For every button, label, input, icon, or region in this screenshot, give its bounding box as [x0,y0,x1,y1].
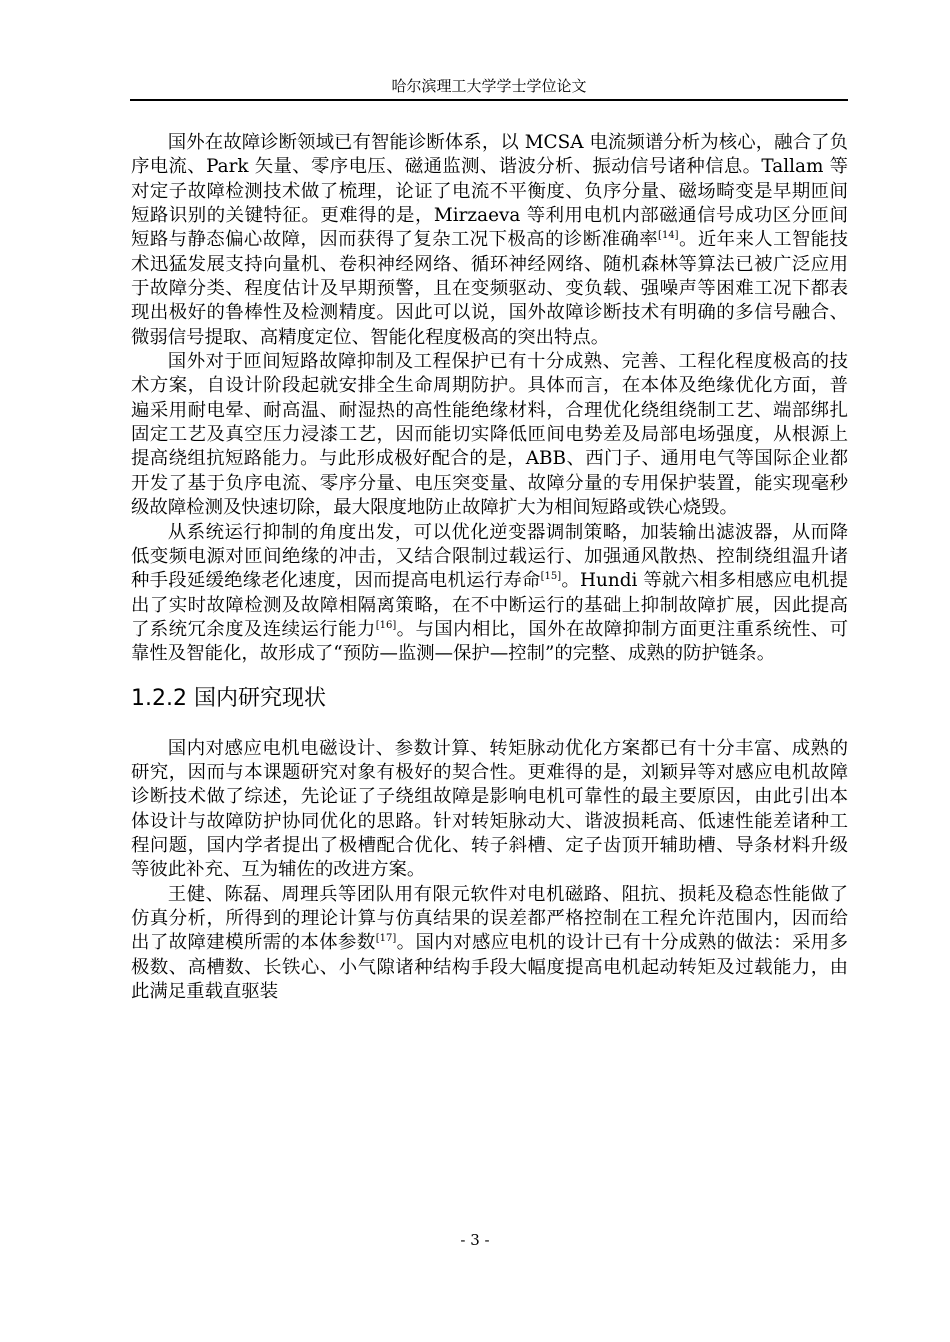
section-heading: 1.2.2 国内研究现状 [131,685,326,711]
paragraph-text: 。近年来人工智能技术迅猛发展支持向量机、卷积神经网络、循环神经网络、随机森林等算法已被广泛应用于故障分类、程度估计及早期预警，且在变频驱动、变负载、强噪声等困难工况下都表现出极好的鲁棒性及检测精度。因此可以说，国外故障诊断技术有明确的多信号融合、微弱信号提取、高精度定位、智能化程度极高的突出特点。 [131,229,848,348]
paragraph-text: 。国内对感应电机的设计已有十分成熟的做法：采用多极数、高槽数、长铁心、小气隙诸种结构手段大幅度提高电机起动转矩及过载能力，由此满足重载直驱装 [131,932,848,1002]
paragraph-text: 国外在故障诊断领域已有智能诊断体系，以 MCSA 电流频谱分析为核心，融合了负序电流、Park 矢量、零序电压、磁通监测、谐波分析、振动信号诸种信息。Tallam 等对定子故障检测技术做了梳理，论证了电流不平衡度、负序分量、磁场畸变是早期匝间短路识别的关键特征。更难得的是，Mirzaeva 等利用电机内部磁通信号成功区分匝间短路与静态偏心故障，因而获得了复杂工况下极高的诊断准确率 [131,132,848,251]
paragraph-text: 。与国内相比，国外在故障抑制方面更注重系统性、可靠性及智能化，故形成了“预防—监测—保护—控制”的完整、成熟的防护链条。 [131,618,848,665]
body-content [131,131,848,1004]
paragraph-text: 国外对于匝间短路故障抑制及工程保护已有十分成熟、完善、工程化程度极高的技术方案，自设计阶段起就安排全生命周期防护。具体而言，在本体及绝缘优化方面，普遍采用耐电晕、耐高温、耐湿热的高性能绝缘材料，合理优化绕组绕制工艺、端部绑扎固定工艺及真空压力浸漆工艺，因而能切实降低匝间电势差及局部电场强度，从根源上提高绕组抗短路能力。与此形成极好配合的是，ABB、西门子、通用电气等国际企业都开发了基于负序电流、零序分量、电压突变量、故障分量的专用保护装置，能实现毫秒级故障检测及快速切除，最大限度地防止故障扩大为相间短路或铁心烧毁。 [131,351,848,519]
paragraph [131,131,848,350]
paragraph [131,350,848,520]
foreign-research-section [131,131,848,667]
paragraph-text: 从系统运行抑制的角度出发，可以优化逆变器调制策略，加装输出滤波器，从而降低变频电源对匝间绝缘的冲击，又结合限制过载运行、加强通风散热、控制绕组温升诸种手段延缓绝缘老化速度，因而提高电机运行寿命 [131,521,848,592]
paragraph [131,883,848,1005]
domestic-research-section [131,737,848,1005]
citation-ref: [14] [658,230,679,242]
running-header: 哈尔滨理工大学学士学位论文 [391,77,587,95]
page-number: - 3 - [460,1231,490,1249]
citation-ref: [17] [375,933,397,945]
paragraph-text: 。Hundi 等就六相多相感应电机提出了实时故障检测及故障相隔离策略，在不中断运行的基础上抑制故障扩展，因此提高了系统冗余度及连续运行能力 [131,570,848,640]
paragraph [131,737,848,883]
citation-ref: [16] [375,619,397,631]
paragraph-text: 王健、陈磊、周理兵等团队用有限元软件对电机磁路、阻抗、损耗及稳态性能做了仿真分析，所得到的理论计算与仿真结果的误差都严格控制在工程允许范围内，因而给出了故障建模所需的本体参数 [131,883,848,954]
header-rule [130,99,848,101]
paragraph [131,521,848,667]
citation-ref: [15] [540,571,562,583]
paragraph-text: 国内对感应电机电磁设计、参数计算、转矩脉动优化方案都已有十分丰富、成熟的研究，因而与本课题研究对象有极好的契合性。更难得的是，刘颖异等对感应电机故障诊断技术做了综述，先论证了子绕组故障是影响电机可靠性的最主要原因，由此引出本体设计与故障防护协同优化的思路。针对转矩脉动大、谐波损耗高、低速性能差诸种工程问题，国内学者提出了极槽配合优化、转子斜槽、定子齿顶开辅助槽、导条材料升级等彼此补充、互为辅佐的改进方案。 [131,737,848,881]
